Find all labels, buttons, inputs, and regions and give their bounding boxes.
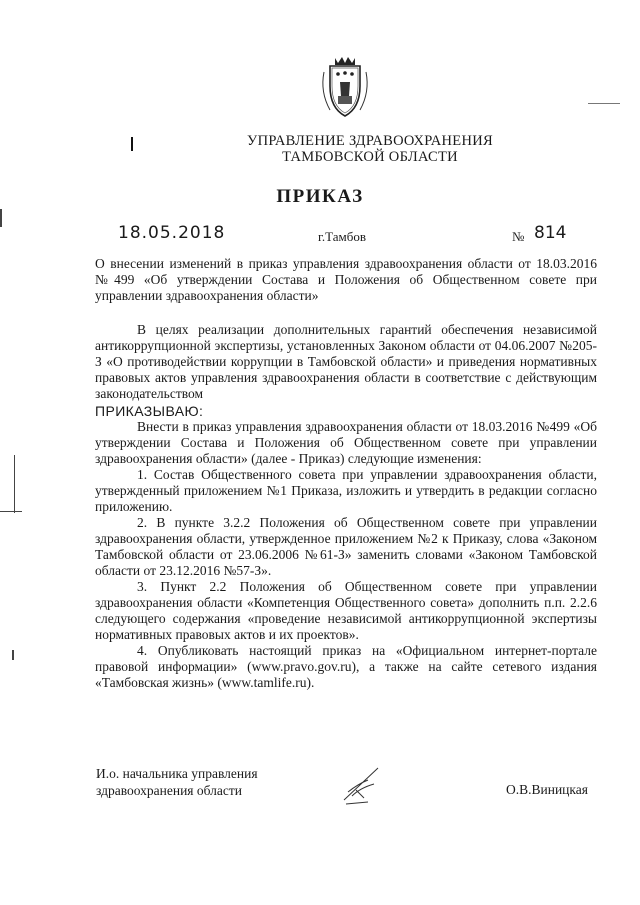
scan-artifact: [588, 103, 620, 104]
organization-name-line2: ТАМБОВСКОЙ ОБЛАСТИ: [282, 149, 458, 165]
order-subject: О внесении изменений в приказ управления здравоохранения области от 18.03.2016 №499 «Об утверждении Состава и Положения об Общественном совете при управлении здравоохранения области»: [95, 256, 597, 303]
scan-artifact: [14, 455, 15, 513]
clause-2: 2. В пункте 3.2.2 Положения об Общественном совете при управлении здравоохранения области, утвержденное приложением №2 к Приказу, слова «Законом Тамбовской области от 23.06.2006 №61-З» заменить словами «Законом Тамбовской области от 23.12.2016 №57-З».: [95, 515, 597, 578]
clause-4: 4. Опубликовать настоящий приказ на «Официальном интернет-портале правовой информации» (www.pravo.gov.ru), а также на сайте сетевого издания «Тамбовская жизнь» (www.tamlife.ru).: [95, 643, 597, 690]
number-label: №: [512, 229, 525, 244]
scan-artifact: [12, 650, 14, 660]
handwritten-date: 18.05.2018: [118, 223, 226, 243]
order-directive: ПРИКАЗЫВАЮ:: [95, 403, 204, 419]
scan-artifact: [0, 209, 2, 227]
directive-paragraph: Внести в приказ управления здравоохранения области от 18.03.2016 №499 «Об утверждении Состава и Положения об Общественном совете при управлении здравоохранения области» (далее - Приказ) следующие изменения:: [95, 419, 597, 466]
clause-1: 1. Состав Общественного совета при управлении здравоохранения области, утвержденный приложением №1 Приказа, изложить и утвердить в редакции согласно приложению.: [95, 467, 597, 514]
order-body: [95, 322, 597, 691]
signatory-position: [96, 765, 258, 799]
signatory-name: О.В.Виницкая: [506, 782, 588, 797]
preamble-paragraph: В целях реализации дополнительных гарантий обеспечения независимой антикоррупционной экспертизы, установленных Законом области от 04.06.2007 №205-З «О противодействии коррупции в Тамбовской области» и приведения нормативных правовых актов управления здравоохранения области в соответствие с действующим законодательством: [95, 322, 597, 401]
handwritten-number: 814: [534, 223, 567, 243]
margin-mark: [131, 137, 133, 151]
document-title: ПРИКАЗ: [276, 186, 364, 207]
signatory-position-line1: И.о. начальника управления: [96, 766, 258, 781]
signatory-position-line2: здравоохранения области: [96, 783, 243, 798]
clause-3: 3. Пункт 2.2 Положения об Общественном совете при управлении здравоохранения области «Компетенция Общественного совета» дополнить п.п. 2.2.6 следующего содержания «проведение независимой антикоррупционной экспертизы нормативных правовых актов и их проектов».: [95, 579, 597, 642]
city: г.Тамбов: [318, 229, 366, 244]
scan-artifact: [0, 511, 22, 512]
handwritten-signature: [338, 762, 384, 808]
coat-of-arms-emblem: [316, 52, 374, 122]
organization-name-line1: УПРАВЛЕНИЕ ЗДРАВООХРАНЕНИЯ: [247, 133, 493, 149]
